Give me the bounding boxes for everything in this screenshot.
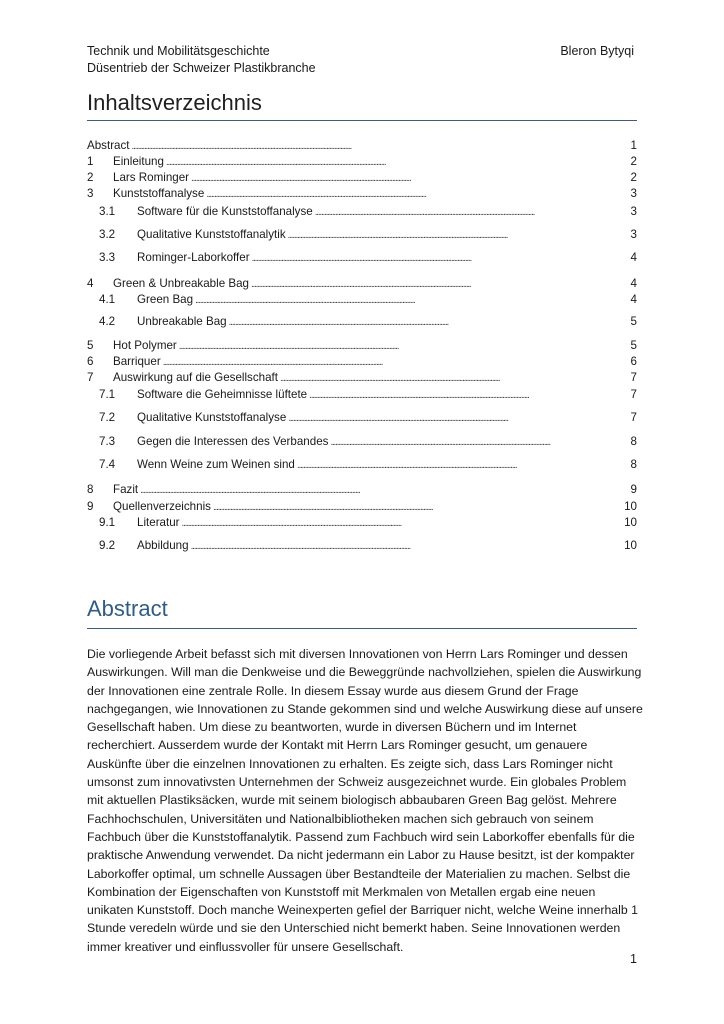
toc-leader [166, 154, 629, 171]
toc-entry-page: 7 [630, 388, 637, 401]
toc-entry-label: Green Bag [137, 293, 194, 306]
toc-entry-label: Rominger-Laborkoffer [137, 251, 250, 264]
toc-entry-label: Lars Rominger [113, 171, 190, 184]
toc-entry-page: 10 [624, 516, 637, 529]
toc-entry-page: 3 [630, 187, 637, 200]
toc-entry[interactable] [87, 276, 637, 292]
toc-entry[interactable] [87, 354, 637, 370]
toc-leader [288, 227, 629, 244]
toc-entry-label: Software die Geheimnisse lüftete [137, 388, 308, 401]
abstract-paragraph: Die vorliegende Arbeit befasst sich mit diversen Innovationen von Herrn Lars Rominger und dessen Auswirkungen. Will man die Denkweise und die Beweggründe nachvollziehen, spielen die Auswirkung der Innovationen eine zentrale Rolle. In diesem Essay wurde aus diesem Grund der Frage nachgegangen, wie Innovationen zu Stande gekommen sind und welche Auswirkung diese auf unsere Gesellschaft haben. Um diese zu beantworten, wurde in diversen Büchern und im Internet recherchiert. Ausserdem wurde der Kontakt mit Herrn Lars Rominger gesucht, um genauere Auskünfte über die einzelnen Innovationen zu erhalten. Es zeigte sich, dass Lars Rominger nicht umsonst zum innovativsten Unternehmen der Schweiz ausgezeichnet wurde. Ein globales Problem mit aktuellen Plastiksäcken, wurde mit seinem biologisch abbaubaren Green Bag gelöst. Mehrere Fachhochschulen, Universitäten und Nationalbibliotheken machen sich gebrauch von seinem Fachbuch über die Kunststoffanalytik. Passend zum Fachbuch wird sein Laborkoffer ebenfalls für die praktische Anwendung verwendet. Da nicht jedermann ein Labor zu Hause besitzt, ist der kompakter Laborkoffer optimal, um schnelle Aussagen über Bestandteile der Materialien zu machen. Selbst die Kombination der Eigenschaften von Kunststoff mit Merkmalen von Metallen ergab eine neuen unikaten Kunststoff. Doch manche Weinexperten gefiel der Barriquer nicht, welche Weine innerhalb 1 Stunde veredeln würde und sie den Unterschied nicht bemerkt haben. Seine Innovationen werden immer kreativer und einflussvoller für unsere Gesellschaft. [87, 647, 643, 954]
toc-subentry[interactable] [99, 457, 637, 473]
toc-entry-number: 7 [87, 371, 94, 384]
toc-entry-number: 7.2 [99, 411, 116, 424]
toc-entry-number: 4.1 [99, 293, 116, 306]
toc-entry-number: 7.3 [99, 435, 116, 448]
toc-entry-label: Auswirkung auf die Gesellschaft [113, 371, 278, 384]
toc-leader [132, 138, 629, 155]
toc-entry-number: 4 [87, 277, 94, 290]
toc-entry-label: Qualitative Kunststoffanalytik [137, 228, 286, 241]
page-header [87, 43, 316, 77]
toc-leader [252, 250, 629, 267]
toc-entry[interactable] [87, 482, 637, 498]
toc-entry-page: 10 [624, 539, 637, 552]
toc-entry-number: 7.1 [99, 388, 116, 401]
toc-subentry[interactable] [99, 204, 637, 220]
toc-entry-page: 6 [630, 355, 637, 368]
toc-title: Inhaltsverzeichnis [87, 90, 637, 121]
toc-entry-label: Abstract [87, 139, 130, 152]
toc-entry-number: 9.2 [99, 539, 116, 552]
toc-leader [288, 410, 628, 427]
toc-leader [206, 186, 628, 203]
toc-subentry[interactable] [99, 410, 637, 426]
toc-entry-number: 8 [87, 483, 94, 496]
toc-subentry[interactable] [99, 250, 637, 266]
toc-entry-number: 4.2 [99, 315, 116, 328]
toc-entry-number: 2 [87, 171, 94, 184]
toc-entry-label: Hot Polymer [113, 339, 177, 352]
toc-entry-number: 9 [87, 500, 94, 513]
toc-entry-page: 10 [624, 500, 637, 513]
toc-entry-page: 7 [630, 411, 637, 424]
toc-entry-page: 8 [630, 435, 637, 448]
toc-entry[interactable] [87, 154, 637, 170]
toc-entry[interactable] [87, 138, 637, 154]
toc-entry-number: 5 [87, 339, 94, 352]
toc-subentry[interactable] [99, 538, 637, 554]
toc-entry[interactable] [87, 499, 637, 515]
toc-entry-number: 1 [87, 155, 94, 168]
toc-entry-label: Einleitung [113, 155, 164, 168]
toc-leader [213, 499, 622, 516]
toc-leader [179, 338, 629, 355]
header-author: Bleron Bytyqi [560, 44, 634, 58]
toc-subentry[interactable] [99, 387, 637, 403]
toc-leader [309, 387, 628, 404]
toc-entry-page: 5 [630, 315, 637, 328]
abstract-heading: Abstract [87, 596, 637, 629]
toc-leader [182, 515, 623, 532]
toc-leader [330, 434, 628, 451]
toc-entry-page: 3 [630, 228, 637, 241]
toc-entry-label: Qualitative Kunststoffanalyse [137, 411, 287, 424]
toc-entry-page: 4 [630, 251, 637, 264]
toc-entry-number: 7.4 [99, 458, 116, 471]
toc-leader [251, 276, 629, 293]
toc-entry-page: 9 [630, 483, 637, 496]
toc-subentry[interactable] [99, 434, 637, 450]
toc-entry[interactable] [87, 338, 637, 354]
toc-entry-label: Kunststoffanalyse [113, 187, 205, 200]
toc-entry-label: Unbreakable Bag [137, 315, 227, 328]
toc-entry-label: Gegen die Interessen des Verbandes [137, 435, 329, 448]
toc-subentry[interactable] [99, 227, 637, 243]
toc-entry-page: 2 [630, 155, 637, 168]
toc-leader [163, 354, 629, 371]
toc-entry[interactable] [87, 170, 637, 186]
toc-entry-number: 3.3 [99, 251, 116, 264]
toc-leader [140, 482, 628, 499]
toc-entry-number: 3.1 [99, 205, 116, 218]
toc-entry-page: 4 [630, 293, 637, 306]
toc-subentry[interactable] [99, 515, 637, 531]
toc-entry-label: Abbildung [137, 539, 189, 552]
toc-subentry[interactable] [99, 314, 637, 330]
toc-entry-page: 1 [630, 139, 637, 152]
toc-entry-label: Barriquer [113, 355, 161, 368]
toc-entry-number: 3.2 [99, 228, 116, 241]
toc-entry-number: 3 [87, 187, 94, 200]
toc-subentry[interactable] [99, 292, 637, 308]
toc-entry-page: 3 [630, 205, 637, 218]
toc-entry-label: Wenn Weine zum Weinen sind [137, 458, 295, 471]
toc-leader [280, 370, 629, 387]
header-subtitle: Düsentrieb der Schweizer Plastikbranche [87, 61, 316, 75]
toc-leader [297, 457, 629, 474]
toc-leader [229, 314, 629, 331]
toc-leader [195, 292, 628, 309]
toc-entry-label: Quellenverzeichnis [113, 500, 211, 513]
toc-entry-number: 9.1 [99, 516, 116, 529]
toc-entry-page: 5 [630, 339, 637, 352]
toc-entry-number: 6 [87, 355, 94, 368]
toc-entry-label: Software für die Kunststoffanalyse [137, 205, 313, 218]
toc-entry-page: 7 [630, 371, 637, 384]
toc-entry-label: Literatur [137, 516, 180, 529]
header-course: Technik und Mobilitätsgeschichte [87, 44, 270, 58]
toc-entry-page: 2 [630, 171, 637, 184]
toc-entry-page: 4 [630, 277, 637, 290]
page-number: 1 [630, 952, 637, 966]
toc-leader [191, 170, 629, 187]
toc-leader [315, 204, 629, 221]
toc-entry[interactable] [87, 186, 637, 202]
toc-leader [191, 538, 623, 555]
toc-entry-page: 8 [630, 458, 637, 471]
toc-entry[interactable] [87, 370, 637, 386]
toc-entry-label: Fazit [113, 483, 139, 496]
toc-entry-label: Green & Unbreakable Bag [113, 277, 249, 290]
